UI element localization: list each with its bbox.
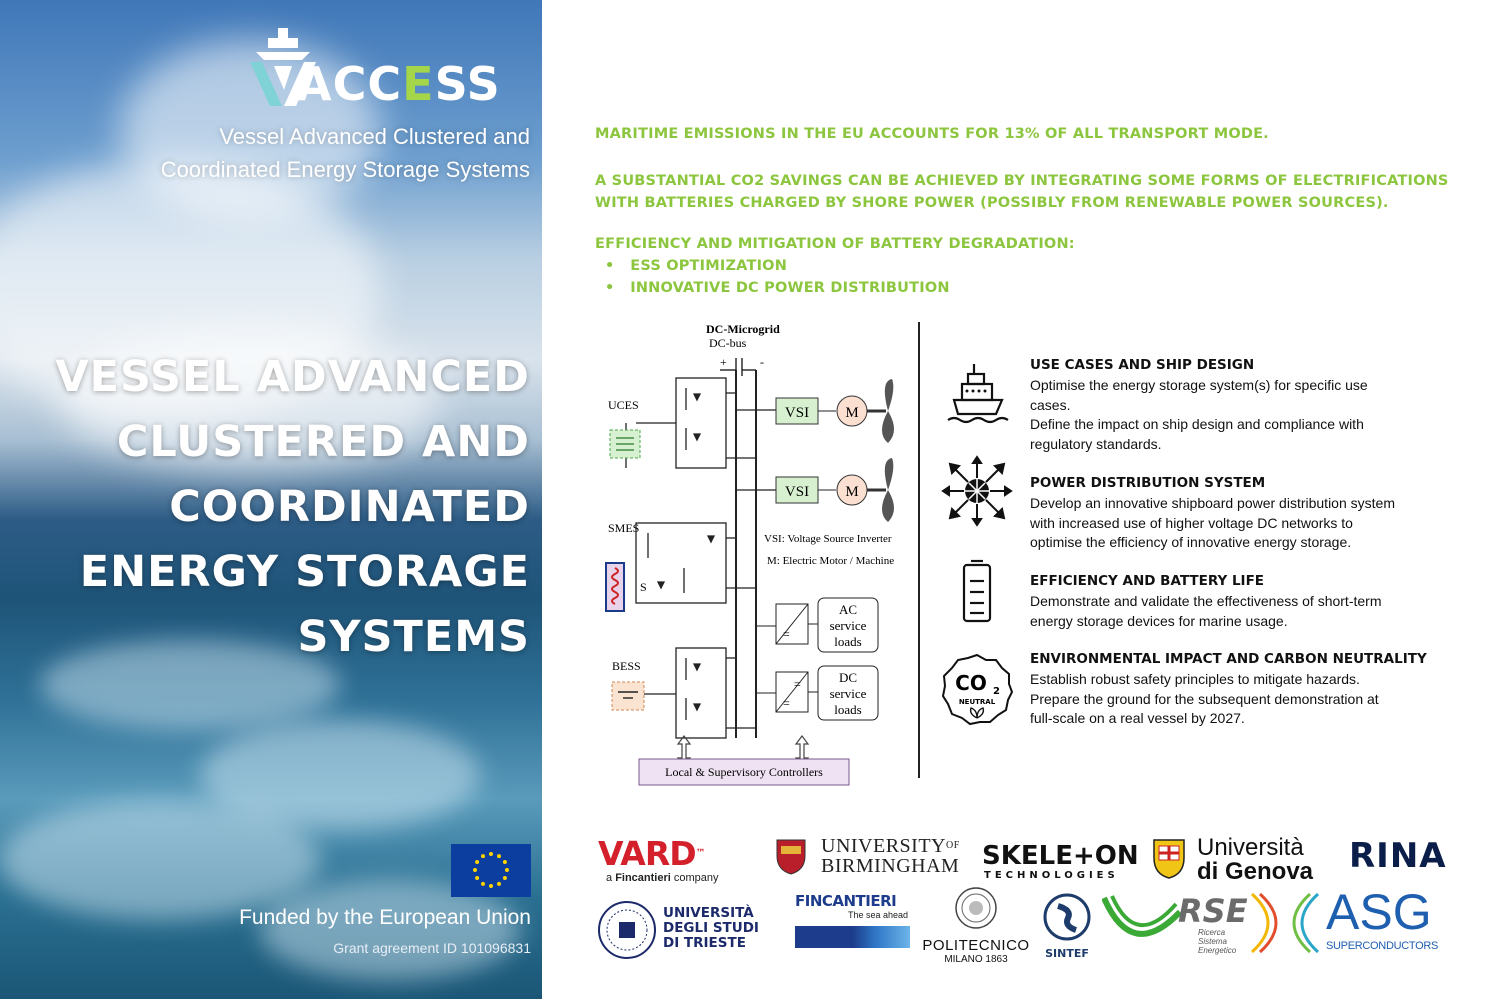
neutral-text: NEUTRAL [958,698,996,706]
motor-label: M [845,405,859,421]
converter-eq: = [783,696,790,710]
smes-converter [636,523,756,603]
birmingham-crest-icon [773,836,809,876]
converter-eq: = [783,627,790,641]
birmingham-logo: $UNIVERSITY^{OF}$ BIRMINGHAM [773,836,948,876]
trieste-logo: UNIVERSITÀ DEGLI STUDI DI TRIESTE [597,900,772,960]
co2-neutral-icon [940,652,1014,726]
motor-label: M [845,484,859,500]
skeleton-sub: TECHNOLOGIES [984,870,1119,881]
smes-label: SMES [608,521,640,535]
vsi-label: VSI [784,405,810,421]
feature-desc-environment [1030,670,1440,729]
genova-crest-icon [1151,836,1187,880]
feature-line: Develop an innovative shipboard power distribution system [1030,495,1395,511]
rse-logo: RSE Ricerca Sistema Energetico [1102,892,1242,962]
subtitle-line: Vessel Advanced Clustered and [219,124,530,149]
skeleton-logo [982,842,1139,881]
trieste-seal-icon [597,900,657,960]
sintef-logo: SINTEF [1039,892,1095,962]
ac-loads-text: loads [834,634,862,649]
legend-vsi: VSI: Voltage Source Inverter [764,533,892,545]
feature-line: regulatory standards. [1030,435,1162,452]
feature-desc-use-cases [1030,376,1440,454]
bess-storage-icon [612,682,644,710]
title-line: ENERGY STORAGE [79,547,530,597]
rina-logo: RINA [1349,836,1447,876]
page-title [10,345,530,670]
intro-savings: A SUBSTANTIAL CO2 SAVINGS CAN BE ACHIEVED BY INTEGRATING SOME FORMS OF ELECTRIFICATIONS WITH BATTERIES CHARGED BY SHORE POWER (POSSIBLY FROM RENEWABLE POWER SOURCES). [595,173,1449,211]
plus-label: + [720,355,727,369]
asg-logo: ASG SUPERCONDUCTORS [1248,888,1454,958]
intro-emissions: MARITIME EMISSIONS IN THE EU ACCOUNTS FOR 13% OF ALL TRANSPORT MODE. [595,126,1269,142]
converter-slash [776,604,808,644]
uces-label: UCES [608,398,639,412]
controllers-label: Local & Supervisory Controllers [665,765,823,779]
feature-line: energy storage devices for marine usage. [1030,612,1288,629]
polimi-seal-icon [954,886,998,930]
feature-title-use-cases: USE CASES AND SHIP DESIGN [1030,357,1255,373]
fincantieri-bar [795,926,910,948]
wave-foam [0,800,320,920]
power-distribution-icon [940,454,1014,528]
dc-loads-text: loads [834,702,862,717]
ac-loads-text: service [829,618,867,633]
dc-bus-label: DC-bus [709,336,747,350]
feature-title-efficiency: EFFICIENCY AND BATTERY LIFE [1030,573,1265,589]
legend-motor: M: Electric Motor / Machine [767,555,895,567]
bess-converter [644,648,756,738]
title-line: COORDINATED [169,482,530,532]
feature-line: Optimise the energy storage system(s) for specific use [1030,377,1368,393]
feature-line: Prepare the ground for the subsequent demonstration at [1030,690,1379,707]
vard-wordmark: VARD [598,834,696,873]
feature-line: optimise the efficiency of innovative energy storage. [1030,534,1352,551]
bullet-ess: • ESS OPTIMIZATION [605,258,788,274]
ac-loads-text: AC [838,602,858,617]
co2-subscript: 2 [993,686,1000,697]
funding-text: Funded by the European Union [239,906,531,929]
feature-line: Define the impact on ship design and compliance with [1030,416,1364,433]
dc-loads-text: service [829,686,867,701]
subtitle-line: Coordinated Energy Storage Systems [160,157,530,182]
eu-flag-icon [451,844,531,897]
sintef-emblem-icon [1042,892,1092,942]
intro-efficiency: EFFICIENCY AND MITIGATION OF BATTERY DEGRADATION: [595,236,1075,252]
ship-icon [940,356,1014,430]
feature-line: Establish robust safety principles to mitigate hazards. [1030,671,1360,687]
converter-eq: = [794,677,801,691]
converter-slash [776,672,808,712]
leaf-icon [971,708,984,718]
divider-line [918,322,920,778]
diagram-title: DC-Microgrid [706,322,780,336]
feature-desc-efficiency [1030,592,1440,631]
dc-microgrid-diagram [596,318,916,794]
title-line: CLUSTERED AND [116,417,530,467]
battery-icon [940,556,1014,630]
asg-wave-icon [1248,890,1322,956]
feature-title-environment: ENVIRONMENTAL IMPACT AND CARBON NEUTRALITY [1030,651,1427,667]
grant-id: Grant agreement ID 101096831 [333,940,531,956]
bullet-dc-distribution: • INNOVATIVE DC POWER DISTRIBUTION [605,280,950,296]
title-line: SYSTEMS [297,612,530,662]
feature-line: cases. [1030,396,1071,413]
dc-bus-lines [736,370,756,738]
vard-tm: ™ [695,848,705,859]
feature-desc-power-distribution [1030,494,1440,553]
rse-swoosh-icon [1102,892,1182,958]
minus-label: - [760,355,764,369]
skeleton-wordmark: SKELE+ON [982,841,1139,871]
fincantieri-logo: FINCANTIERI The sea ahead [795,892,910,954]
bess-label: BESS [612,659,641,673]
title-line: VESSEL ADVANCED [55,352,530,402]
hero-panel [0,0,542,999]
switch-label: S [640,580,647,594]
genova-logo: Università di Genova [1151,836,1326,882]
co2-text: CO [955,671,987,695]
logo-wordmark: ACCESS [296,57,501,111]
dc-loads-text: DC [838,670,858,685]
polimi-logo: POLITECNICO MILANO 1863 [921,886,1031,966]
feature-line: full-scale on a real vessel by 2027. [1030,710,1245,727]
vsi-label: VSI [784,484,810,500]
project-subtitle [90,120,530,186]
vard-logo: VARD™ a Fincantieri company [598,834,719,884]
feature-line: Demonstrate and validate the effectiveness of short-term [1030,593,1382,609]
feature-line: with increased use of higher voltage DC networks to [1030,514,1353,531]
feature-title-power-distribution: POWER DISTRIBUTION SYSTEM [1030,475,1266,491]
